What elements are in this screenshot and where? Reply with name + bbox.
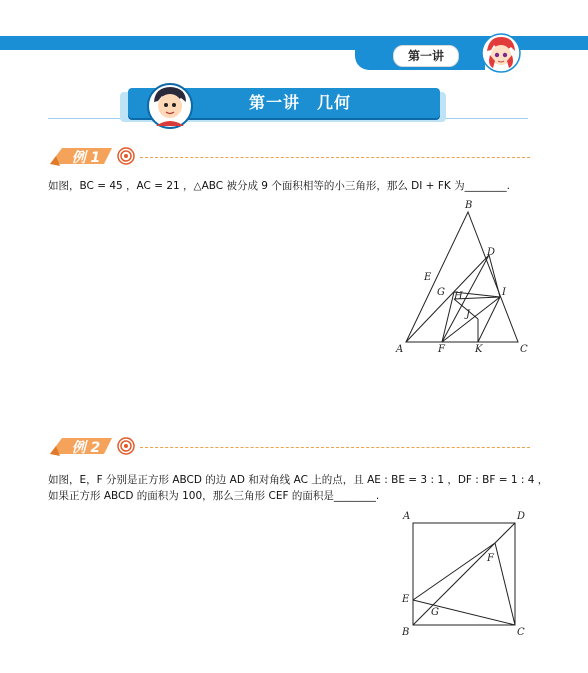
label-f: F [438,344,445,355]
label-c: C [520,344,528,355]
label-g: G [431,607,439,618]
label-j: J [466,309,471,320]
label-k: K [475,344,483,355]
label-c: C [517,627,525,638]
triangle-abc [406,212,518,342]
cartoon-girl-icon [481,33,521,73]
segment-ki [478,297,500,342]
label-a: A [396,344,404,355]
segment-ef [413,543,495,600]
cartoon-student-icon [145,82,195,130]
label-d: D [517,511,526,522]
example-2-dashed-rule [140,447,530,448]
label-b: B [402,627,410,638]
label-b: B [465,200,473,211]
page-title: 第一讲 几何 [248,93,351,112]
segment-ec [413,600,515,625]
example-1-triangle-figure [390,195,540,360]
label-g: G [437,287,445,298]
label-f: F [487,553,494,564]
label-i: I [502,287,506,298]
label-e: E [402,594,410,605]
label-e: E [424,272,432,283]
example-2-label: 例 2 [71,440,101,456]
segment-fc [495,543,515,625]
label-d: D [487,247,496,258]
diagonal-bd [413,523,515,625]
target-icon [117,147,135,165]
label-a: A [403,511,411,522]
label-h: H [454,291,463,302]
example-1-problem-text: 如图，BC = 45 ，AC = 21 ，△ABC 被分成 9 个面积相等的小三角形，那么 DI + FK 为________. [48,180,510,192]
target-icon [117,437,135,455]
example-2-problem-line-1: 如图，E，F 分别是正方形 ABCD 的边 AD 和对角线 AC 上的点，且 AE : BE = 3 : 1 ，DF : BF = 1 : 4 ， [48,474,549,486]
segment-di [489,255,500,297]
example-1-label: 例 1 [71,150,101,166]
example-2-square-figure [395,505,535,645]
example-1-dashed-rule [140,157,530,158]
example-2-problem-line-2: 如果正方形 ABCD 的面积为 100，那么三角形 CEF 的面积是________. [48,490,380,502]
lecture-label: 第一讲 [393,45,459,67]
